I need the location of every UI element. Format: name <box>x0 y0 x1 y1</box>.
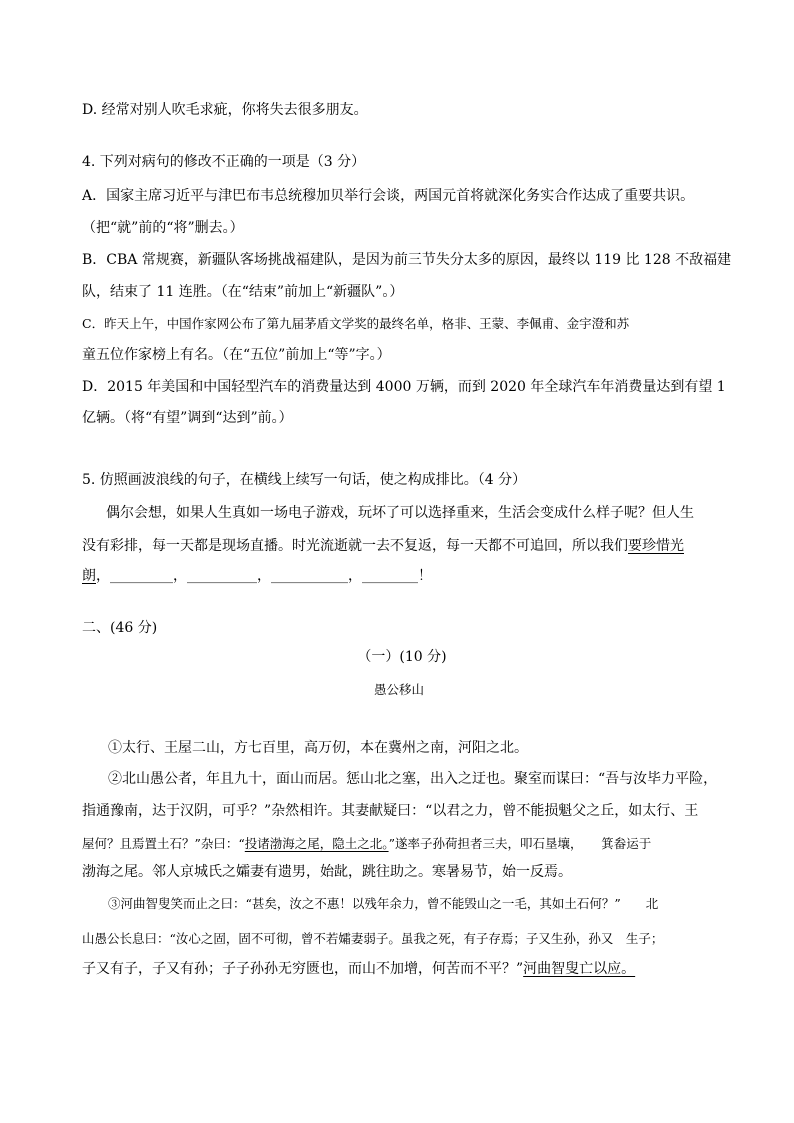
passage-paragraph-1: ①太行、王屋二山，方七百里，高万仞，本在冀州之南，河阳之北。 <box>108 740 528 756</box>
passage-underlined-sentence-2: 河曲智叟亡以应。 <box>523 961 636 977</box>
section-2-subheading: （一）(10 分) <box>357 649 447 665</box>
passage-paragraph-2-line3-a: 屋何？且焉置土石？”杂曰：“ <box>82 836 245 851</box>
passage-paragraph-2-line2: 指通豫南，达于汉阴，可乎？”杂然相许。其妻献疑曰：“以君之力，曾不能损魁父之丘，如太行、王 <box>82 803 699 819</box>
q5-wavy-underline-text: 要珍惜光 <box>628 538 684 554</box>
q4-stem: 4. 下列对病句的修改不正确的一项是（3 分） <box>82 154 366 170</box>
passage-paragraph-2-line3-b: ”遂率子孙荷担者三夫，叩石垦壤， 箕畚运于 <box>388 836 652 851</box>
q4-option-c-line2: 童五位作家榜上有名。（在“五位”前加上“等”字。） <box>82 347 391 363</box>
q4-option-b-line1: B．CBA 常规赛，新疆队客场挑战福建队，是因为前三节失分太多的原因，最终以 119 比 128 不敌福建 <box>82 252 732 268</box>
q5-stem: 5. 仿照画波浪线的句子，在横线上续写一句话，使之构成排比。（4 分） <box>82 472 527 488</box>
passage-paragraph-2-line1: ②北山愚公者，年且九十，面山而居。惩山北之塞，出入之迂也。聚室而谋曰：“吾与汝毕力平险， <box>108 771 718 787</box>
q5-wavy-underline-end: 朗 <box>82 568 96 584</box>
section-2-heading: 二、(46 分) <box>82 620 158 636</box>
passage-underlined-sentence-1: 投诸渤海之尾，隐土之北。 <box>244 836 389 851</box>
q5-paragraph-line2-text: 没有彩排，每一天都是现场直播。时光流逝就一去不复返，每一天都不可追回，所以我们 <box>82 538 628 554</box>
q4-option-a-line1: A．国家主席习近平与津巴布韦总统穆加贝举行会谈，两国元首将就深化务实合作达成了重要共识。 <box>82 188 695 204</box>
passage-paragraph-2-line4: 渤海之尾。邻人京城氏之孀妻有遗男，始龀，跳往助之。寒暑易节，始一反焉。 <box>82 864 572 880</box>
q5-paragraph-line2 <box>0 536 794 556</box>
passage-paragraph-3-line2: 山愚公长息曰：“汝心之固，固不可彻，曾不若孀妻弱子。虽我之死，有子存焉；子又生孙，孙又 生子； <box>82 931 664 946</box>
q5-answer-blanks[interactable]: ，_________，__________，___________，________！ <box>96 568 432 584</box>
q4-option-c-line1: C．昨天上午，中国作家网公布了第九届茅盾文学奖的最终名单，格非、王蒙、李佩甫、金宇澄和苏 <box>82 316 630 331</box>
q5-paragraph-line1: 偶尔会想，如果人生真如一场电子游戏，玩坏了可以选择重来，生活会变成什么样子呢？但人生 <box>106 505 694 521</box>
q5-paragraph-line3 <box>0 566 794 586</box>
passage-title: 愚公移山 <box>373 682 424 697</box>
passage-paragraph-3-line3-a: 子又有子，子又有孙；子子孙孙无穷匮也，而山不加增，何苦而不平？” <box>82 961 524 977</box>
passage-paragraph-3-line1: ③河曲智叟笑而止之曰：“甚矣，汝之不惠！以残年余力，曾不能毁山之一毛，其如土石何？” 北 <box>108 896 659 911</box>
q4-option-d-line1: D．2015 年美国和中国轻型汽车的消费量达到 4000 万辆，而到 2020 年全球汽车年消费量达到有望 1 <box>82 379 726 395</box>
q3-option-d: D. 经常对别人吹毛求疵，你将失去很多朋友。 <box>82 102 368 118</box>
q4-option-d-line2: 亿辆。（将“有望”调到“达到”前。） <box>82 410 293 426</box>
q4-option-b-line2: 队，结束了 11 连胜。（在“结束”前加上“新疆队”。） <box>82 284 404 300</box>
passage-paragraph-3-line3 <box>0 959 794 979</box>
q4-option-a-line2: （把“就”前的“将”删去。） <box>82 220 244 236</box>
passage-paragraph-2-line3 <box>0 834 794 854</box>
